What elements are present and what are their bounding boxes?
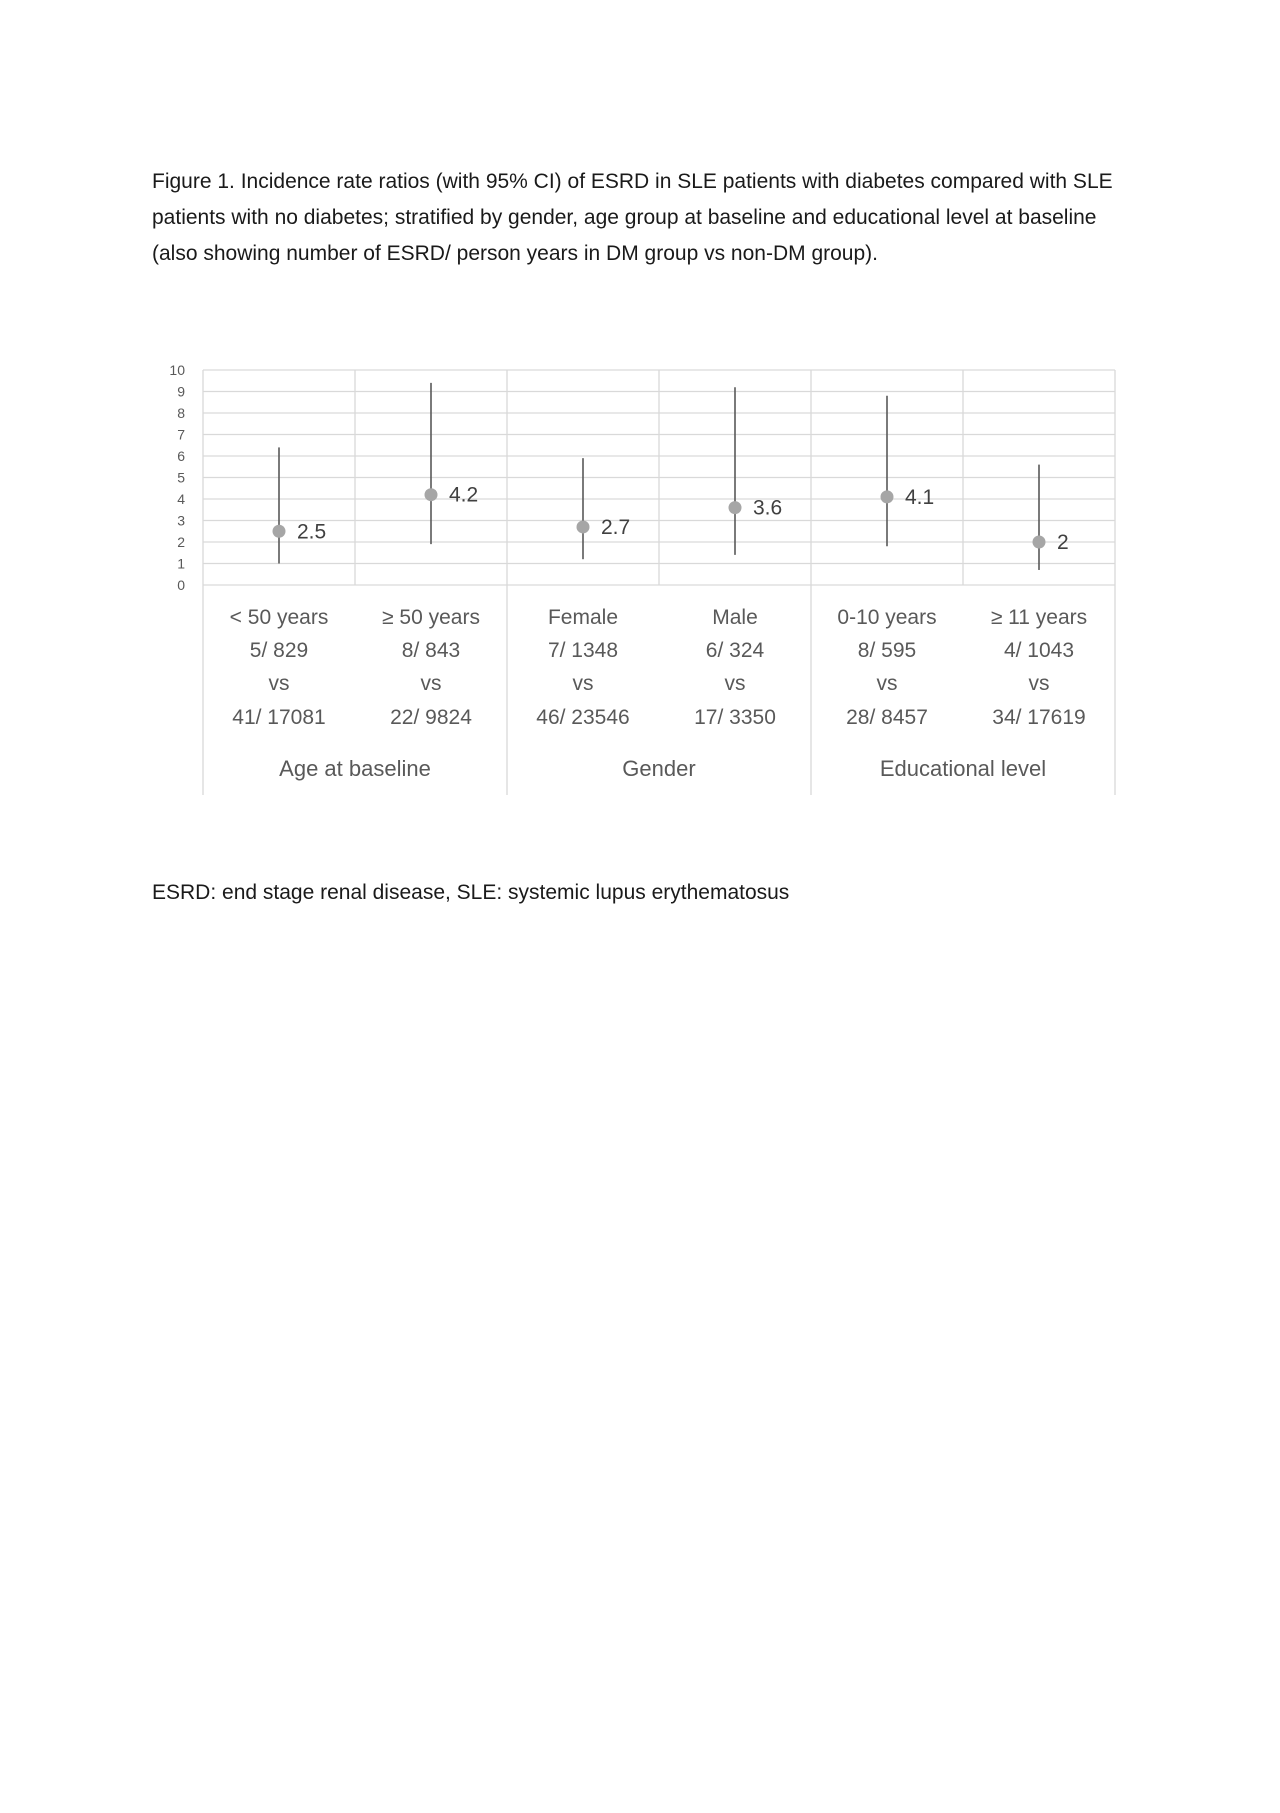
data-label: 2: [1057, 531, 1069, 554]
y-axis-ticks: [169, 362, 185, 593]
data-label: 3.6: [753, 496, 783, 520]
point-marker: [881, 490, 894, 503]
data-label: 4.1: [905, 485, 935, 509]
category-label-non-dm: 22/ 9824: [390, 706, 472, 729]
y-tick-label: 4: [177, 491, 185, 507]
category-label-dm: 8/ 595: [857, 639, 917, 662]
category-label-vs: vs: [420, 672, 442, 695]
category-label-name: ≥ 50 years: [382, 606, 480, 629]
category-label-name: Male: [712, 606, 758, 629]
category-separators: [203, 370, 1115, 795]
category-label-dm: 8/ 843: [401, 639, 461, 662]
category-label-vs: vs: [876, 672, 898, 695]
group-label: Educational level: [879, 756, 1047, 781]
category-label-dm: 7/ 1348: [547, 639, 619, 662]
y-tick-label: 5: [177, 469, 185, 486]
data-labels: [297, 484, 1069, 554]
category-label-non-dm: 46/ 23546: [536, 706, 630, 729]
category-label-vs: vs: [724, 672, 746, 695]
y-tick-label: 10: [169, 362, 185, 378]
category-label-vs: vs: [268, 672, 290, 695]
group-label: Gender: [622, 756, 696, 781]
point-marker: [1033, 536, 1046, 549]
category-label-non-dm: 41/ 17081: [232, 706, 326, 729]
data-label: 2.7: [601, 515, 631, 539]
y-tick-label: 2: [177, 534, 185, 550]
point-marker: [425, 488, 438, 501]
figure-footnote: ESRD: end stage renal disease, SLE: systemic lupus erythematosus: [152, 881, 790, 904]
category-labels: [230, 606, 1088, 729]
point-marker: [577, 520, 590, 533]
category-label-non-dm: 28/ 8457: [846, 706, 928, 729]
category-label-vs: vs: [572, 672, 594, 695]
y-tick-label: 0: [177, 577, 185, 593]
category-label-non-dm: 17/ 3350: [694, 706, 776, 729]
category-label-dm: 5/ 829: [249, 639, 309, 662]
point-marker: [729, 501, 742, 514]
y-tick-label: 1: [177, 555, 185, 572]
group-label: Age at baseline: [279, 756, 431, 781]
category-label-name: 0-10 years: [837, 606, 937, 629]
data-label: 4.2: [449, 483, 479, 507]
y-tick-label: 8: [177, 405, 185, 421]
category-label-non-dm: 34/ 17619: [992, 706, 1086, 729]
category-label-name: < 50 years: [229, 606, 329, 629]
y-tick-label: 9: [177, 383, 185, 400]
y-tick-label: 7: [177, 426, 185, 443]
category-label-dm: 6/ 324: [705, 639, 765, 662]
category-label-dm: 4/ 1043: [1003, 639, 1075, 662]
category-label-name: Female: [547, 606, 619, 629]
category-label-name: ≥ 11 years: [990, 606, 1088, 629]
category-label-vs: vs: [1028, 672, 1050, 695]
group-labels: [279, 756, 1046, 781]
y-tick-label: 6: [177, 448, 185, 464]
data-label: 2.5: [297, 520, 327, 544]
y-tick-label: 3: [177, 512, 185, 529]
forest-plot-chart: [0, 0, 1280, 820]
point-marker: [273, 525, 286, 538]
figure-caption: Figure 1. Incidence rate ratios (with 95% CI) of ESRD in SLE patients with diabetes compared with SLE patients with no diabetes; stratified by gender, age group at baseline and educational level at baseline (also showing number of ESRD/ person years in DM group vs non-DM group).: [152, 170, 1113, 265]
